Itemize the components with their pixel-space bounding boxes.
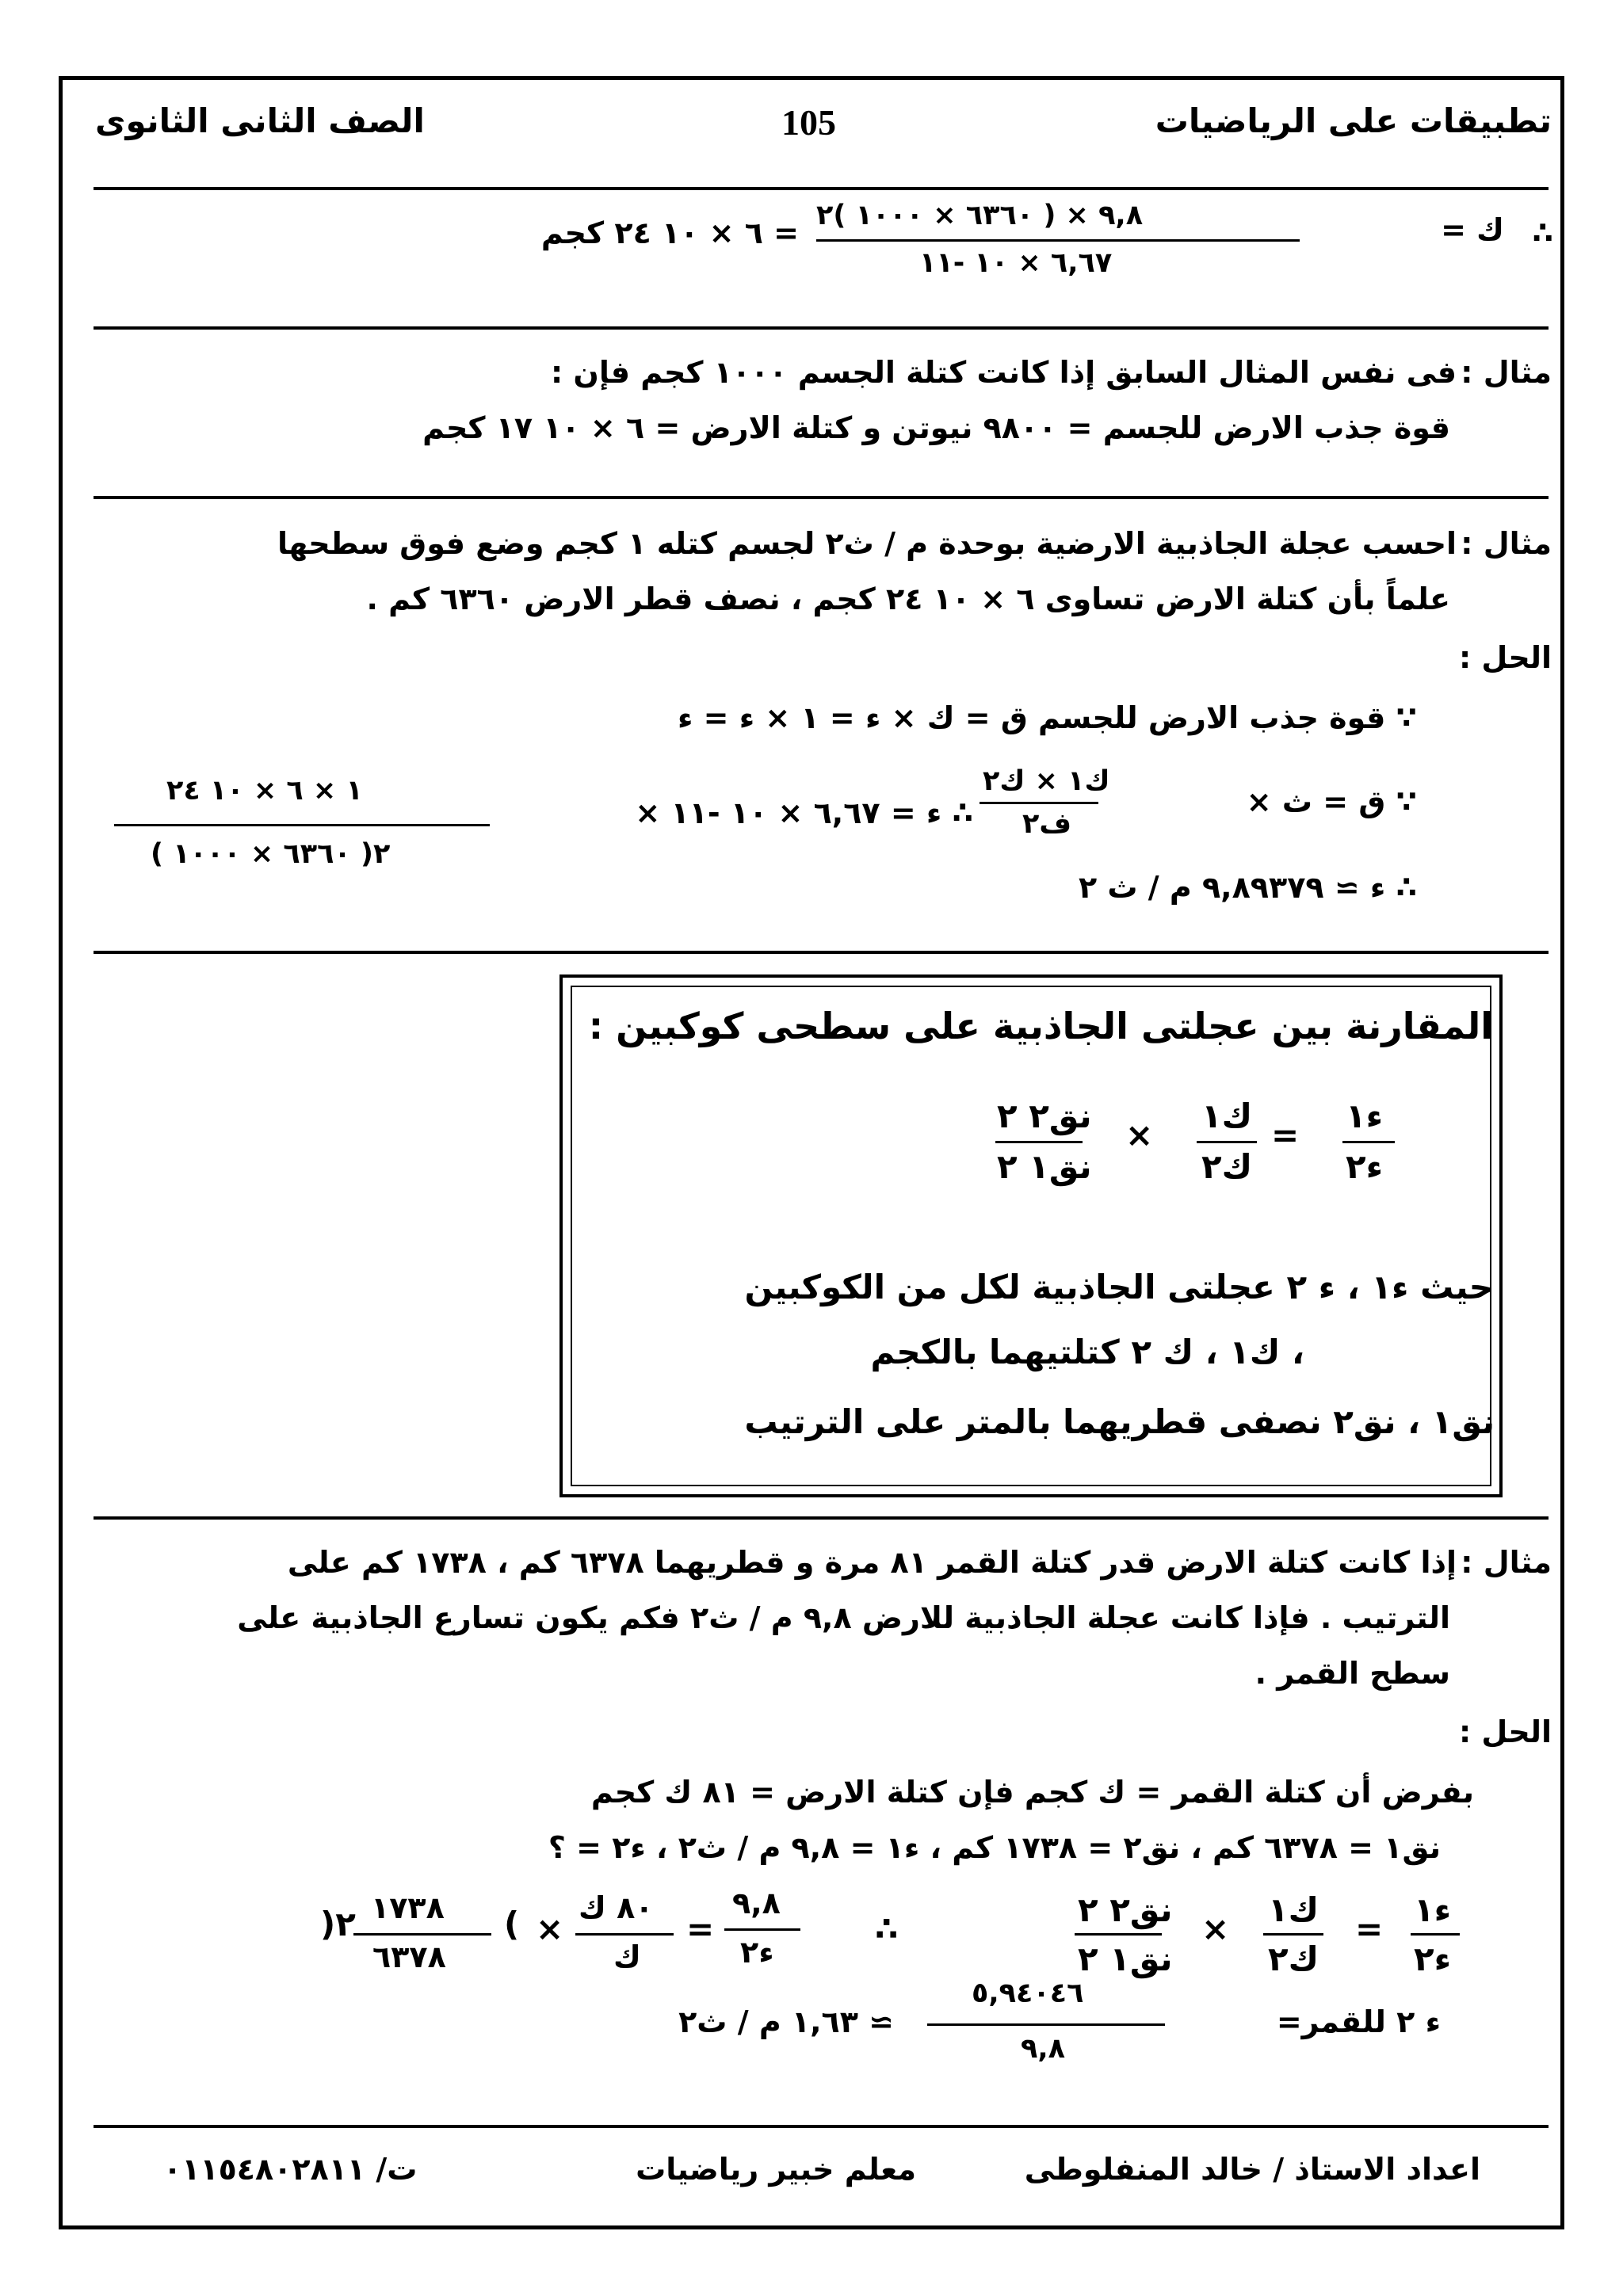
step2-frac-num: ك١ × ك٢ <box>983 765 1110 797</box>
example3-label: مثال : <box>1461 1545 1552 1580</box>
mass-fraction-line <box>816 239 1300 242</box>
ex3-k-line <box>1263 1933 1323 1936</box>
m-ratio-line <box>1197 1141 1257 1143</box>
ex3-num-98: ٩,٨ <box>732 1886 781 1920</box>
ex3-r2: نق٢ ٢ <box>1078 1890 1173 1929</box>
mass-lhs: ك = <box>1441 212 1504 247</box>
comparison-title: المقارنة بين عجلتى الجاذبية على سطحى كوكبين : <box>588 1005 1493 1047</box>
example2-step1: ∵ قوة جذب الارض للجسم ق = ك × ء = ١ × ء = ء <box>678 700 1417 735</box>
step2-frac-den: ف٢ <box>1022 808 1072 840</box>
ex3-r1: نق١ ٢ <box>1078 1939 1173 1978</box>
header-title: تطبيقات على الرياضيات <box>1155 101 1552 140</box>
page-number: 105 <box>781 102 836 143</box>
r-ratio-line <box>995 1141 1083 1143</box>
example1-line2: قوة جذب الارض للجسم = ٩٨٠٠ نيوتن و كتلة الارض = ٦ × ١٠ ١٧ كجم <box>422 410 1450 445</box>
example2-step2-mid: ∴ ء = ٦,٦٧ × ١٠ -١١ × <box>635 795 973 830</box>
ex3-times: × <box>1201 1909 1230 1948</box>
header-grade: الصف الثانى الثانوى <box>95 101 425 140</box>
ex3-times2: × <box>536 1909 564 1948</box>
ex3-equals: = <box>1355 1909 1384 1948</box>
divider-1 <box>94 326 1549 330</box>
example3-line2: الترتيب . فإذا كانت عجلة الجاذبية للارض ٩,٨ م / ث٢ فكم يكون تسارع الجاذبية على <box>237 1600 1450 1635</box>
example1-line1: فى نفس المثال السابق إذا كانت كتلة الجسم ١٠٠٠ كجم فإن : <box>550 355 1457 390</box>
step2-big-frac-line <box>114 824 490 826</box>
example3-solution-label: الحل : <box>1458 1714 1552 1749</box>
ex3-k1: ك١ <box>1268 1890 1319 1929</box>
ex3-eq2: = <box>686 1909 715 1948</box>
divider-4 <box>94 1516 1549 1520</box>
g-ratio-num: ء١ <box>1346 1097 1384 1135</box>
ex3-paren-close: )٢ <box>320 1905 356 1943</box>
example2-solution-label: الحل : <box>1458 640 1552 675</box>
comparison-line3: نق١ ، نق٢ نصفى قطريهما بالمتر على الترتيب <box>744 1402 1495 1441</box>
divider-3 <box>94 951 1549 954</box>
ex3-81k-line <box>575 1933 674 1936</box>
ex3-den-g2: ء٢ <box>740 1935 774 1970</box>
ex3-step4-line <box>927 2023 1165 2026</box>
g-ratio-den: ء٢ <box>1346 1147 1384 1186</box>
example1-label: مثال : <box>1461 355 1552 390</box>
example3-line3: سطح القمر . <box>1254 1656 1450 1691</box>
footer-author: اعداد الاستاذ / خالد المنفلوطى <box>1024 2152 1480 2187</box>
ex3-num-81k: ٨٠ ك <box>579 1890 654 1925</box>
footer-phone: ت/ ٠١١٥٤٨٠٢٨١١ <box>163 2152 418 2187</box>
ex3-g2: ء٢ <box>1414 1939 1452 1978</box>
r-ratio-den: نق١ ٢ <box>997 1147 1092 1186</box>
mass-denominator: ٦,٦٧ × ١٠ -١١ <box>919 247 1113 279</box>
ex3-paren-open: ( <box>504 1905 520 1943</box>
ex3-step4-den: ٩,٨ <box>1021 2033 1066 2065</box>
ex3-num-1738: ١٧٣٨ <box>371 1890 445 1925</box>
example2-label: مثال : <box>1461 526 1552 561</box>
m-ratio-num: ك١ <box>1201 1097 1253 1135</box>
ex3-den-6378: ٦٣٧٨ <box>372 1939 446 1974</box>
ex3-r-line <box>1075 1933 1162 1936</box>
g-ratio-line <box>1342 1141 1395 1143</box>
ex3-step4-num: ٥,٩٤٠٤٦ <box>972 1978 1084 2009</box>
example2-line2: علماً بأن كتلة الارض تساوى ٦ × ١٠ ٢٤ كجم ، نصف قطر الارض ٦٣٦٠ كم . <box>366 582 1450 616</box>
example3-step2: نق١ = ٦٣٧٨ كم ، نق٢ = ١٧٣٨ كم ، ء١ = ٩,٨ م / ث٢ ، ء٢ = ؟ <box>548 1830 1441 1865</box>
ex3-k2: ك٢ <box>1268 1939 1319 1978</box>
footer-role: معلم خبير رياضيات <box>636 2152 916 2187</box>
ex3-1738-line <box>353 1933 491 1936</box>
step2-big-den: ( ٦٣٦٠ × ١٠٠٠ )٢ <box>151 838 391 870</box>
mass-result: = ٦ × ١٠ ٢٤ كجم <box>540 215 799 250</box>
ex3-g1: ء١ <box>1414 1890 1452 1929</box>
step2-frac-line <box>980 802 1098 804</box>
ex3-den-k: ك <box>613 1939 641 1974</box>
footer-divider <box>94 2125 1549 2128</box>
mass-numerator: ٩,٨ × ( ٦٣٦٠ × ١٠٠٠ )٢ <box>816 200 1144 231</box>
ex3-g-line <box>1411 1933 1460 1936</box>
ex3-98-line <box>724 1928 800 1931</box>
ex3-therefore: ∴ <box>875 1909 899 1948</box>
ex3-step4-lhs: ء ٢ للقمر= <box>1276 2004 1441 2039</box>
comparison-line2: ، ك١ ، ك ٢ كتلتيهما بالكجم <box>870 1333 1304 1371</box>
times-sign: × <box>1125 1116 1154 1154</box>
example3-line1: إذا كانت كتلة الارض قدر كتلة القمر ٨١ مرة و قطريهما ٦٣٧٨ كم ، ١٧٣٨ كم على <box>287 1545 1457 1580</box>
example2-step3: ∴ ء ≃ ٩,٨٩٣٧٩ م / ث ٢ <box>1078 870 1417 905</box>
m-ratio-den: ك٢ <box>1201 1147 1253 1186</box>
example3-step1: بفرض أن كتلة القمر = ك كجم فإن كتلة الارض = ٨١ ك كجم <box>590 1775 1474 1810</box>
equals-sign: = <box>1271 1116 1300 1154</box>
divider-2 <box>94 496 1549 499</box>
ex3-step4-result: ≃ ١,٦٣ م / ث٢ <box>678 2004 894 2039</box>
therefore-symbol: ∴ <box>1532 215 1553 250</box>
example2-step2-lhs: ∵ ق = ث × <box>1246 784 1417 819</box>
step2-big-num: ١ × ٦ × ١٠ ٢٤ <box>166 775 363 807</box>
header-divider <box>94 187 1549 190</box>
r-ratio-num: نق٢ ٢ <box>997 1097 1092 1135</box>
example2-line1: احسب عجلة الجاذبية الارضية بوحدة م / ث٢ لجسم كتله ١ كجم وضع فوق سطحها <box>277 526 1457 561</box>
comparison-line1: حيث ء١ ، ء ٢ عجلتى الجاذبية لكل من الكوكبين <box>744 1268 1493 1306</box>
